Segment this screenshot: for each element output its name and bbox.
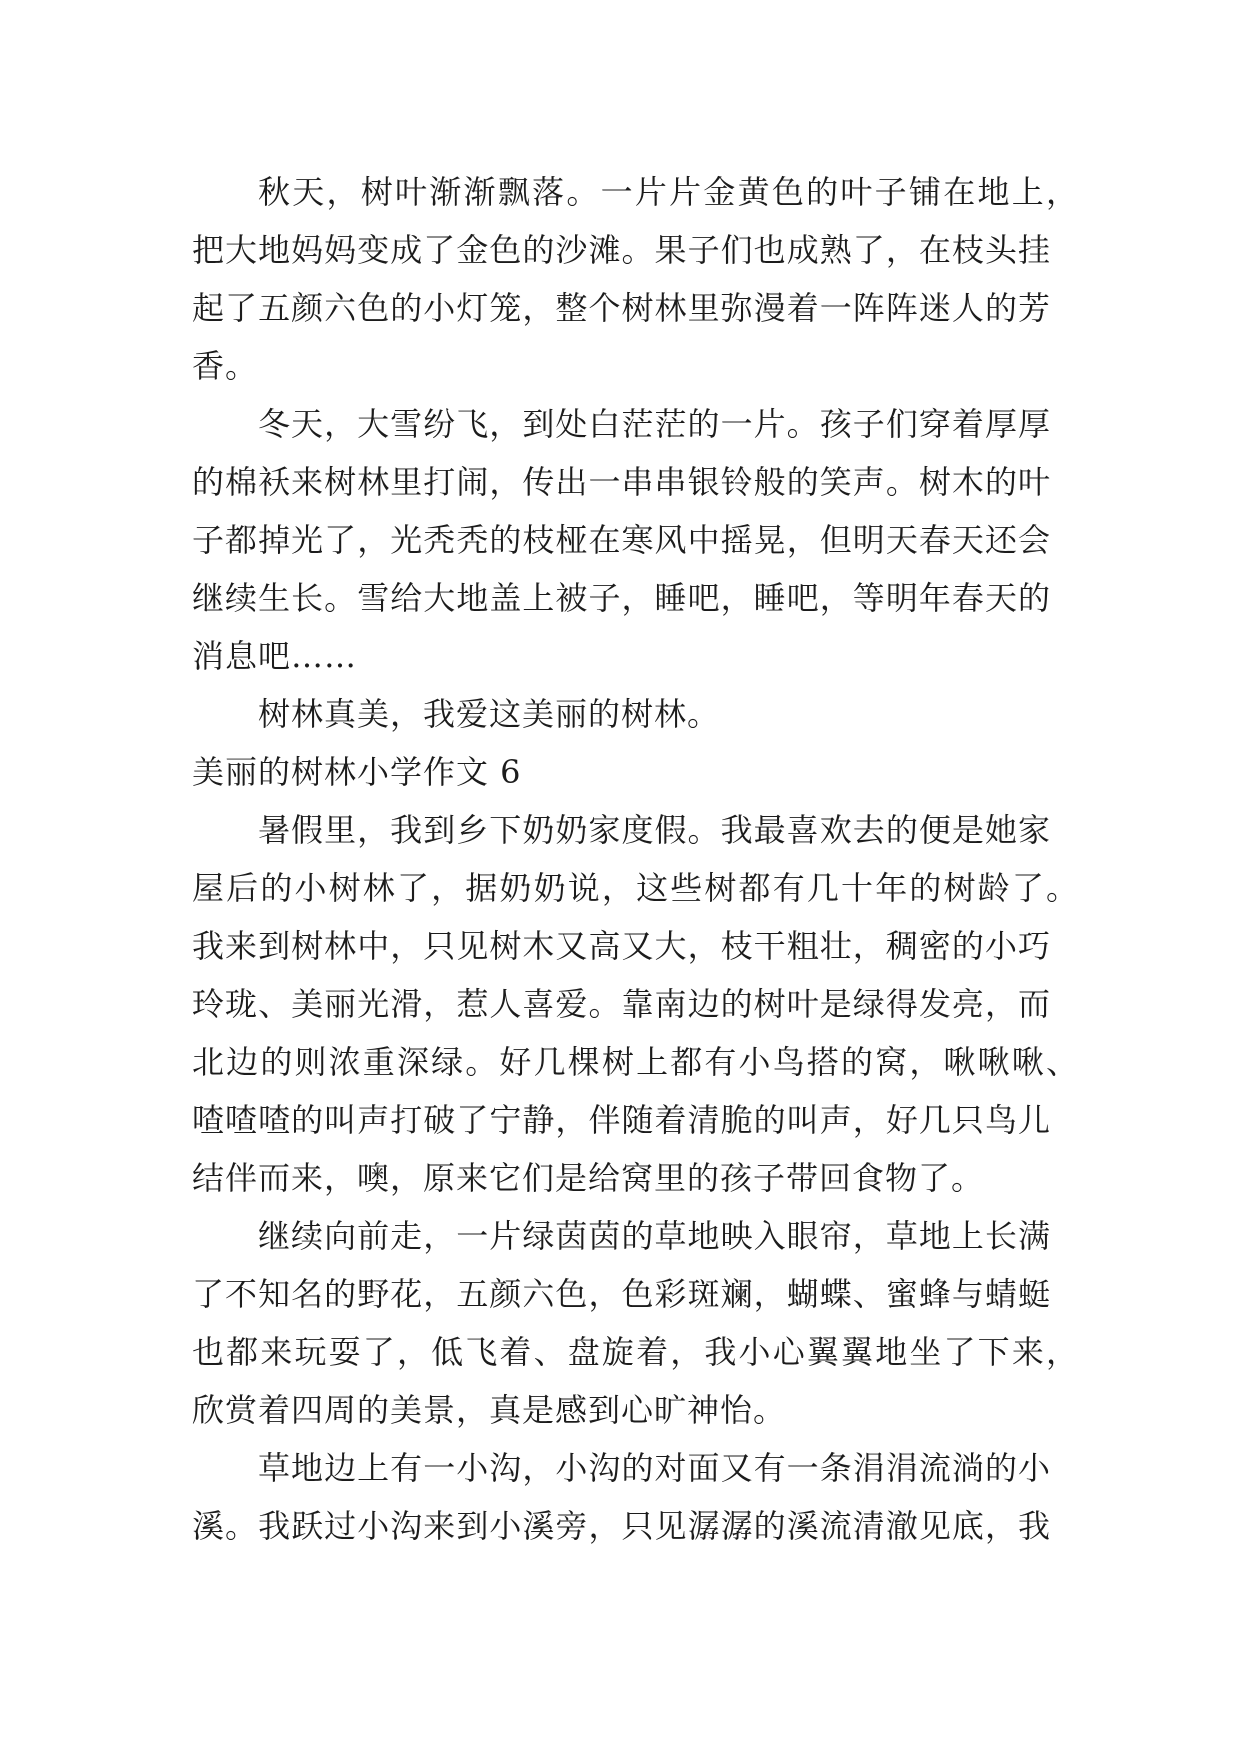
text-line: 香。 — [192, 347, 259, 385]
text-line: 也都来玩耍了，低飞着、盘旋着，我小心翼翼地坐了下来， — [192, 1333, 1078, 1371]
text-line: 暑假里，我到乡下奶奶家度假。我最喜欢去的便是她家 — [258, 811, 1050, 849]
paragraph — [192, 801, 1241, 1207]
essay-title: 美丽的树林小学作文 6 — [192, 753, 522, 791]
text-line: 了不知名的野花，五颜六色，色彩斑斓，蝴蝶、蜜蜂与蜻蜓 — [192, 1275, 1050, 1313]
continued-essay — [192, 163, 1241, 743]
text-line: 起了五颜六色的小灯笼，整个树林里弥漫着一阵阵迷人的芳 — [192, 289, 1050, 327]
text-line: 把大地妈妈变成了金色的沙滩。果子们也成熟了，在枝头挂 — [192, 231, 1050, 269]
text-line: 我来到树林中，只见树木又高又大，枝干粗壮，稠密的小巧 — [192, 927, 1050, 965]
text-line: 秋天，树叶渐渐飘落。一片片金黄色的叶子铺在地上， — [258, 173, 1078, 211]
text-line: 继续生长。雪给大地盖上被子，睡吧，睡吧，等明年春天的 — [192, 579, 1050, 617]
text-line: 玲珑、美丽光滑，惹人喜爱。靠南边的树叶是绿得发亮，而 — [192, 985, 1050, 1023]
text-line: 北边的则浓重深绿。好几棵树上都有小鸟搭的窝，啾啾啾、 — [192, 1043, 1078, 1081]
text-line: 消息吧…… — [192, 637, 358, 675]
text-line: 草地边上有一小沟，小沟的对面又有一条涓涓流淌的小 — [258, 1449, 1050, 1487]
paragraph — [192, 163, 1241, 395]
text-line: 冬天，大雪纷飞，到处白茫茫的一片。孩子们穿着厚厚 — [258, 405, 1050, 443]
text-line: 喳喳喳的叫声打破了宁静，伴随着清脆的叫声，好几只鸟儿 — [192, 1101, 1050, 1139]
paragraph — [192, 1439, 1241, 1555]
text-line: 子都掉光了，光秃秃的枝桠在寒风中摇晃，但明天春天还会 — [192, 521, 1050, 559]
text-line: 溪。我跃过小沟来到小溪旁，只见潺潺的溪流清澈见底，我 — [192, 1507, 1050, 1545]
paragraph — [192, 685, 1241, 743]
text-line: 继续向前走，一片绿茵茵的草地映入眼帘，草地上长满 — [258, 1217, 1050, 1255]
text-line: 的棉袄来树林里打闹，传出一串串银铃般的笑声。树木的叶 — [192, 463, 1050, 501]
text-line: 屋后的小树林了，据奶奶说，这些树都有几十年的树龄了。 — [192, 869, 1078, 907]
essay-6 — [192, 743, 1241, 1555]
text-line: 树林真美，我爱这美丽的树林。 — [258, 695, 721, 733]
paragraph — [192, 395, 1241, 685]
text-line: 欣赏着四周的美景，真是感到心旷神怡。 — [192, 1391, 787, 1429]
paragraph — [192, 1207, 1241, 1439]
text-line: 结伴而来，噢，原来它们是给窝里的孩子带回食物了。 — [192, 1159, 985, 1197]
